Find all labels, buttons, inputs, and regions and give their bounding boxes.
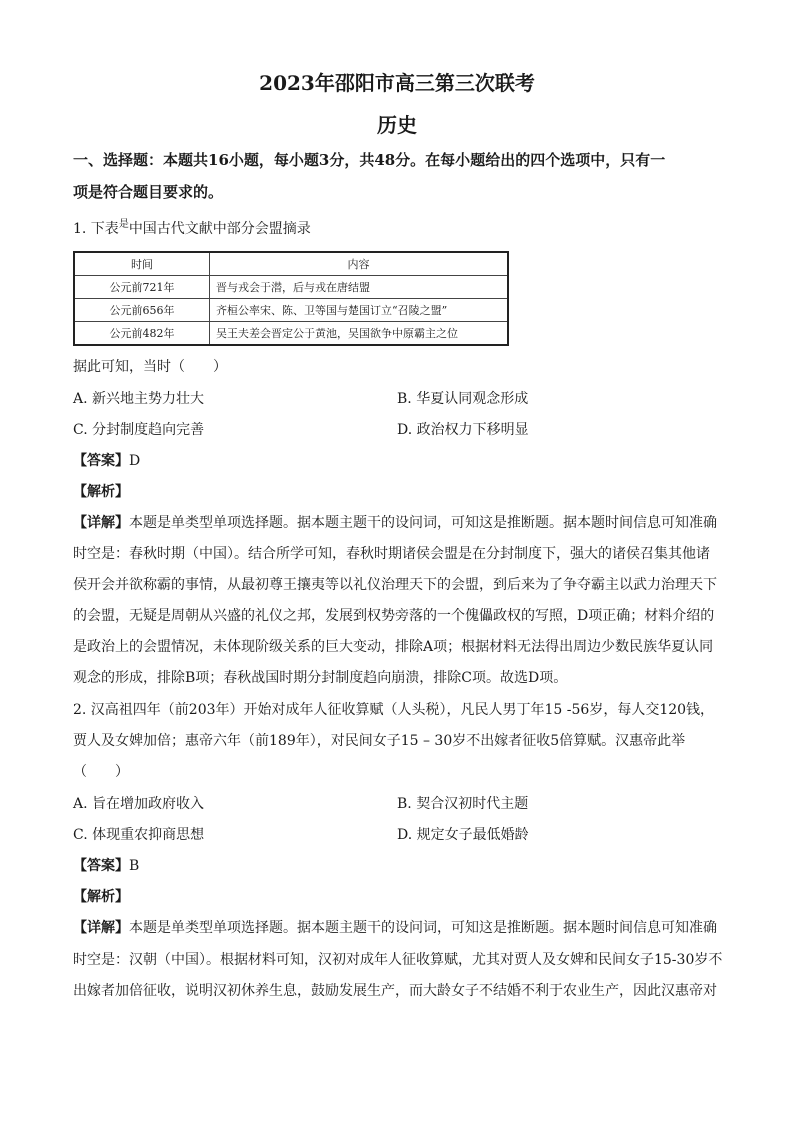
table-cell-content: 晋与戎会于潜，后与戎在唐结盟 [210, 276, 509, 299]
table-header-content: 内容 [210, 252, 509, 276]
q1-detail-line: 观念的形成，排除B项；春秋战国时期分封制度趋向崩溃，排除C项。故选D项。 [73, 670, 568, 686]
q2-option-a[interactable]: A. 旨在增加政府收入 [73, 796, 205, 812]
section-heading-line1: 一、选择题：本题共16小题，每小题3分，共48分。在每小题给出的四个选项中，只有一 [73, 151, 666, 169]
q2-detail-line: 出嫁者加倍征收，说明汉初休养生息，鼓励发展生产，而大龄女子不结婚不利于农业生产，因此汉惠帝对 [73, 983, 717, 999]
q2-analysis-label: 【解析】 [73, 889, 129, 905]
exam-title: 2023年邵阳市高三第三次联考 [259, 71, 535, 95]
q2-stem-line: 2. 汉高祖四年（前203年）开始对成年人征收算赋（人头税），凡民人男丁年15 -56岁，每人交120钱， [73, 702, 715, 718]
table-cell-time: 公元前482年 [74, 322, 210, 346]
q1-stem-suffix: 中国古代文献中部分会盟摘录 [128, 221, 311, 237]
table-row [74, 276, 508, 299]
q1-stem-super: 是 [118, 219, 129, 230]
q1-stem [73, 219, 733, 241]
q2-option-b[interactable]: B. 契合汉初时代主题 [397, 796, 529, 812]
table-cell-content: 齐桓公率宋、陈、卫等国与楚国订立“召陵之盟” [210, 299, 509, 322]
q1-option-b[interactable]: B. 华夏认同观念形成 [397, 391, 529, 407]
q1-option-c[interactable]: C. 分封制度趋向完善 [73, 422, 205, 438]
table-header-time: 时间 [74, 252, 210, 276]
q2-option-c[interactable]: C. 体现重农抑商思想 [73, 827, 205, 843]
q2-answer [73, 856, 733, 876]
answer-value: B [129, 858, 140, 874]
table-header-row [74, 252, 508, 276]
answer-label: 【答案】 [73, 453, 129, 469]
section-heading-line2: 项是符合题目要求的。 [73, 183, 224, 201]
q1-answer [73, 451, 733, 471]
q1-option-a[interactable]: A. 新兴地主势力壮大 [73, 391, 205, 407]
detail-label: 【详解】 [73, 515, 129, 531]
q2-detail-line [73, 918, 733, 938]
q1-detail-line: 的会盟，无疑是周朝从兴盛的礼仪之邦，发展到权势旁落的一个傀儡政权的写照，D项正确；材料介绍的 [73, 608, 715, 624]
q1-analysis-label: 【解析】 [73, 484, 129, 500]
answer-value: D [129, 453, 141, 469]
q2-options-row1 [73, 794, 733, 814]
table-row [74, 299, 508, 322]
q1-stem-prefix: 1. 下表 [73, 221, 119, 237]
q2-detail-line: 时空是：汉朝（中国）。根据材料可知，汉初对成年人征收算赋，尤其对贾人及女婢和民间女子15-30岁不 [73, 952, 723, 968]
q1-detail-line: 时空是：春秋时期（中国）。结合所学可知，春秋时期诸侯会盟是在分封制度下，强大的诸侯召集其他诸 [73, 546, 710, 562]
q2-stem-line: 贾人及女婢加倍；惠帝六年（前189年），对民间女子15 – 30岁不出嫁者征收5倍算赋。汉惠帝此举 [73, 733, 686, 749]
q1-options-row1 [73, 389, 733, 409]
q2-options-row2 [73, 825, 733, 845]
detail-text: 本题是单类型单项选择题。据本题主题干的设问词，可知这是推断题。据本题时间信息可知准确 [129, 920, 717, 936]
detail-label: 【详解】 [73, 920, 129, 936]
answer-label: 【答案】 [73, 858, 129, 874]
q1-option-d[interactable]: D. 政治权力下移明显 [397, 422, 529, 438]
q2-stem-line: （ ） [73, 764, 129, 780]
q1-detail-line [73, 513, 733, 533]
detail-text: 本题是单类型单项选择题。据本题主题干的设问词，可知这是推断题。据本题时间信息可知准确 [129, 515, 717, 531]
q1-alliance-table [73, 251, 509, 346]
q1-detail-line: 是政治上的会盟情况，未体现阶级关系的巨大变动，排除A项；根据材料无法得出周边少数民族华夏认同 [73, 639, 714, 655]
q1-detail-line: 侯开会并欲称霸的事情，从最初尊王攘夷等以礼仪治理天下的会盟，到后来为了争夺霸主以武力治理天下 [73, 577, 717, 593]
table-cell-time: 公元前721年 [74, 276, 210, 299]
q1-question: 据此可知，当时（ ） [73, 359, 227, 375]
q2-option-d[interactable]: D. 规定女子最低婚龄 [397, 827, 529, 843]
q1-options-row2 [73, 420, 733, 440]
table-row [74, 322, 508, 346]
table-cell-content: 吴王夫差会晋定公于黄池，吴国欲争中原霸主之位 [210, 322, 509, 346]
subject-title: 历史 [377, 113, 417, 137]
table-cell-time: 公元前656年 [74, 299, 210, 322]
